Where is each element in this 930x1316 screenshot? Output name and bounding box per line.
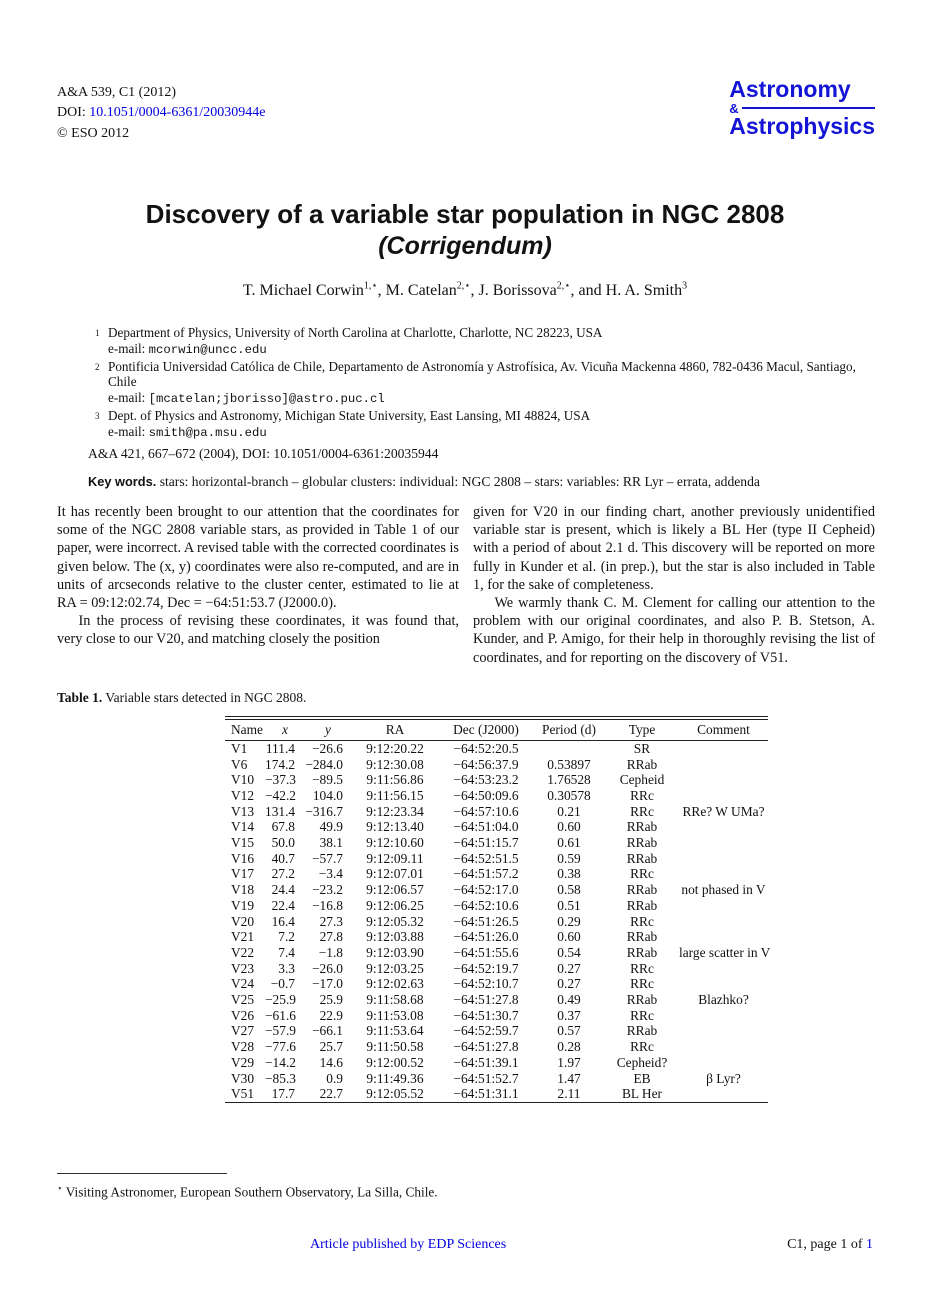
- table-row: V13 131.4 −316.7 9:12:23.34 −64:57:10.6 0.21 RRc RRe? W UMa?: [231, 803, 765, 819]
- paragraph: given for V20 in our finding chart, another previously unidentified variable star is present, which is likely a BL Her (type II Cepheid) with a period of about 2.1 d. This discovery will be reported on more fully in Kunder et al. (in prep.), but the star is also included in Table 1, for the sake of completeness.: [473, 504, 875, 593]
- table-row: V6 174.2 −284.0 9:12:30.08 −64:56:37.9 0.53897 RRab: [231, 756, 658, 772]
- table-row: V29 −14.2 14.6 9:12:00.52 −64:51:39.1 1.97 Cepheid?: [231, 1054, 668, 1070]
- table-row: V51 17.7 22.7 9:12:05.52 −64:51:31.1 2.11 BL Her: [231, 1086, 663, 1102]
- author: M. Catelan$^{2,⋆}$,: [385, 281, 479, 300]
- email-address: mcorwin@uncc.edu: [148, 342, 267, 357]
- table-row: V15 50.0 38.1 9:12:10.60 −64:51:15.7 0.61 RRab: [231, 835, 658, 851]
- bibliographic-header: [57, 83, 265, 144]
- logo-astronomy: Astronomy: [729, 76, 851, 102]
- copyright-line: © ESO 2012: [57, 125, 130, 141]
- logo-ampersand: &: [729, 100, 739, 116]
- column-header: Name: [225, 719, 265, 740]
- table-row: V12 −42.2 104.0 9:11:56.15 −64:50:09.6 0.30578 RRc: [231, 787, 654, 803]
- table-row: V28 −77.6 25.7 9:11:50.58 −64:51:27.8 0.28 RRc: [231, 1039, 654, 1055]
- table-caption-text: Variable stars detected in NGC 2808.: [102, 690, 307, 705]
- table-row: V27 −57.9 −66.1 9:11:53.64 −64:52:59.7 0.57 RRab: [231, 1023, 658, 1039]
- paper-title: Discovery of a variable star population in NGC 2808: [145, 199, 785, 229]
- title-block: [0, 198, 930, 262]
- table-caption: [57, 690, 306, 706]
- logo-astrophysics: Astrophysics: [729, 113, 875, 139]
- affiliation-item: 1 Department of Physics, University of North Carolina at Charlotte, Charlotte, NC 28223, USA e-mail: mcorwin@uncc.edu: [95, 325, 603, 357]
- body-column-left: [57, 503, 459, 667]
- keywords-label: Key words.: [88, 474, 157, 489]
- email-address: [mcatelan;jborisso]@astro.puc.cl: [148, 392, 385, 407]
- variable-stars-tbody: [225, 740, 771, 1102]
- column-header: Period (d): [533, 719, 605, 740]
- table-caption-label: Table 1.: [57, 690, 103, 705]
- keywords-line: [88, 474, 873, 490]
- footnote-text: ⋆ Visiting Astronomer, European Southern Observatory, La Silla, Chile.: [57, 1183, 438, 1200]
- body-column-right: [473, 503, 875, 667]
- table-row: V26 −61.6 22.9 9:11:53.08 −64:51:30.7 0.37 RRc: [231, 1007, 654, 1023]
- author: H. A. Smith$^3$: [605, 281, 688, 300]
- body-text: [57, 503, 875, 667]
- column-header: x: [265, 719, 305, 740]
- table-row: V16 40.7 −57.7 9:12:09.11 −64:52:51.5 0.59 RRab: [231, 850, 658, 866]
- journal-ref: A&A 539, C1 (2012): [57, 85, 176, 100]
- table-row: V23 3.3 −26.0 9:12:03.25 −64:52:19.7 0.27 RRc: [231, 960, 654, 976]
- table-row: V25 −25.9 25.9 9:11:58.68 −64:51:27.8 0.49 RRab Blazhko?: [231, 992, 749, 1008]
- doi-label: DOI:: [57, 105, 90, 121]
- table-row: V19 22.4 −16.8 9:12:06.25 −64:52:10.6 0.51 RRab: [231, 897, 658, 913]
- table-row: V21 7.2 27.8 9:12:03.88 −64:51:26.0 0.60 RRab: [231, 929, 658, 945]
- logo-rule: [742, 107, 875, 109]
- paragraph: It has recently been brought to our attention that the coordinates for some of the NGC 2808 variable stars, as provided in Table 1 of our paper, were incorrect. A revised table with the corrected coordinates is given below. The (x, y) coordinates were also re-computed, and are in units of arcseconds relative to the cluster center, estimated to lie at RA = 09:12:02.74, Dec = −64:51:53.7 (J2000.0).: [57, 504, 459, 612]
- paragraph: In the process of revising these coordinates, it was found that, very close to our V20, and matching closely the position: [57, 613, 459, 648]
- table-row: V18 24.4 −23.2 9:12:06.57 −64:52:17.0 0.58 RRab not phased in V: [231, 882, 766, 898]
- paragraph: We warmly thank C. M. Clement for calling our attention to the problem with our original coordinates, and also P. B. Stetson, A. Kunder, and P. Amigo, for their help in thoroughly revising the list of coordinates, and for reporting on the discovery of V51.: [473, 595, 875, 666]
- paper-subtitle: (Corrigendum): [378, 231, 552, 260]
- affiliation-list: [95, 325, 873, 442]
- table-row: V20 16.4 27.3 9:12:05.32 −64:51:26.5 0.29 RRc: [231, 913, 654, 929]
- table-row: V10 −37.3 −89.5 9:11:56.86 −64:53:23.2 1.76528 Cepheid: [231, 772, 665, 788]
- table-row: V17 27.2 −3.4 9:12:07.01 −64:51:57.2 0.38 RRc: [231, 866, 654, 882]
- affiliation-item: 2 Pontificia Universidad Católica de Chile, Departamento de Astronomía y Astrofísica, Av. Vicuña Mackenna 4860, 782-0436 Macul, Santiago, Chile e-mail: [mcatelan;jborisso]@astro.puc.cl: [95, 358, 856, 407]
- author-list: [0, 281, 930, 300]
- table-row: V14 67.8 49.9 9:12:13.40 −64:51:04.0 0.60 RRab: [231, 819, 658, 835]
- variable-stars-table: [225, 719, 771, 1103]
- variable-stars-table-wrap: [225, 716, 771, 1103]
- aa-logo: [729, 78, 875, 138]
- author: J. Borissova$^{2,⋆}$, and: [478, 281, 606, 300]
- column-header: RA: [351, 719, 439, 740]
- reference-line: A&A 421, 667–672 (2004), DOI: 10.1051/0004-6361:20035944: [88, 446, 439, 461]
- keywords-text: stars: horizontal-branch – globular clusters: individual: NGC 2808 – stars: variables: RR Lyr – errata, addenda: [159, 474, 760, 489]
- footer-page-info: C1, page 1 of 1: [787, 1237, 873, 1252]
- affiliation-item: 3 Dept. of Physics and Astronomy, Michigan State University, East Lansing, MI 48824, USA e-mail: smith@pa.msu.edu: [95, 407, 591, 440]
- footnote-rule: [57, 1173, 227, 1174]
- table-row: V24 −0.7 −17.0 9:12:02.63 −64:52:10.7 0.27 RRc: [231, 976, 654, 992]
- column-header: Type: [605, 719, 679, 740]
- doi-line: [57, 103, 265, 123]
- table-row: V30 −85.3 0.9 9:11:49.36 −64:51:52.7 1.47 EB β Lyr?: [231, 1070, 741, 1086]
- table-header-row: [225, 719, 768, 740]
- footnote: [57, 1173, 455, 1201]
- table-row: V1 111.4 −26.6 9:12:20.22 −64:52:20.5 SR: [231, 740, 651, 756]
- doi-link[interactable]: 10.1051/0004-6361/20030944e: [89, 105, 266, 121]
- column-header: y: [305, 719, 351, 740]
- email-address: smith@pa.msu.edu: [148, 425, 267, 440]
- column-header: Comment: [679, 719, 768, 740]
- author: T. Michael Corwin$^{1,⋆}$,: [242, 281, 386, 300]
- column-header: Dec (J2000): [439, 719, 533, 740]
- table-row: V22 7.4 −1.8 9:12:03.90 −64:51:55.6 0.54 RRab large scatter in V: [231, 944, 771, 960]
- footer-publisher-link[interactable]: Article published by EDP Sciences: [310, 1237, 507, 1252]
- footnote-marker: ⋆: [57, 1183, 63, 1193]
- page-number-link[interactable]: 1: [866, 1237, 873, 1252]
